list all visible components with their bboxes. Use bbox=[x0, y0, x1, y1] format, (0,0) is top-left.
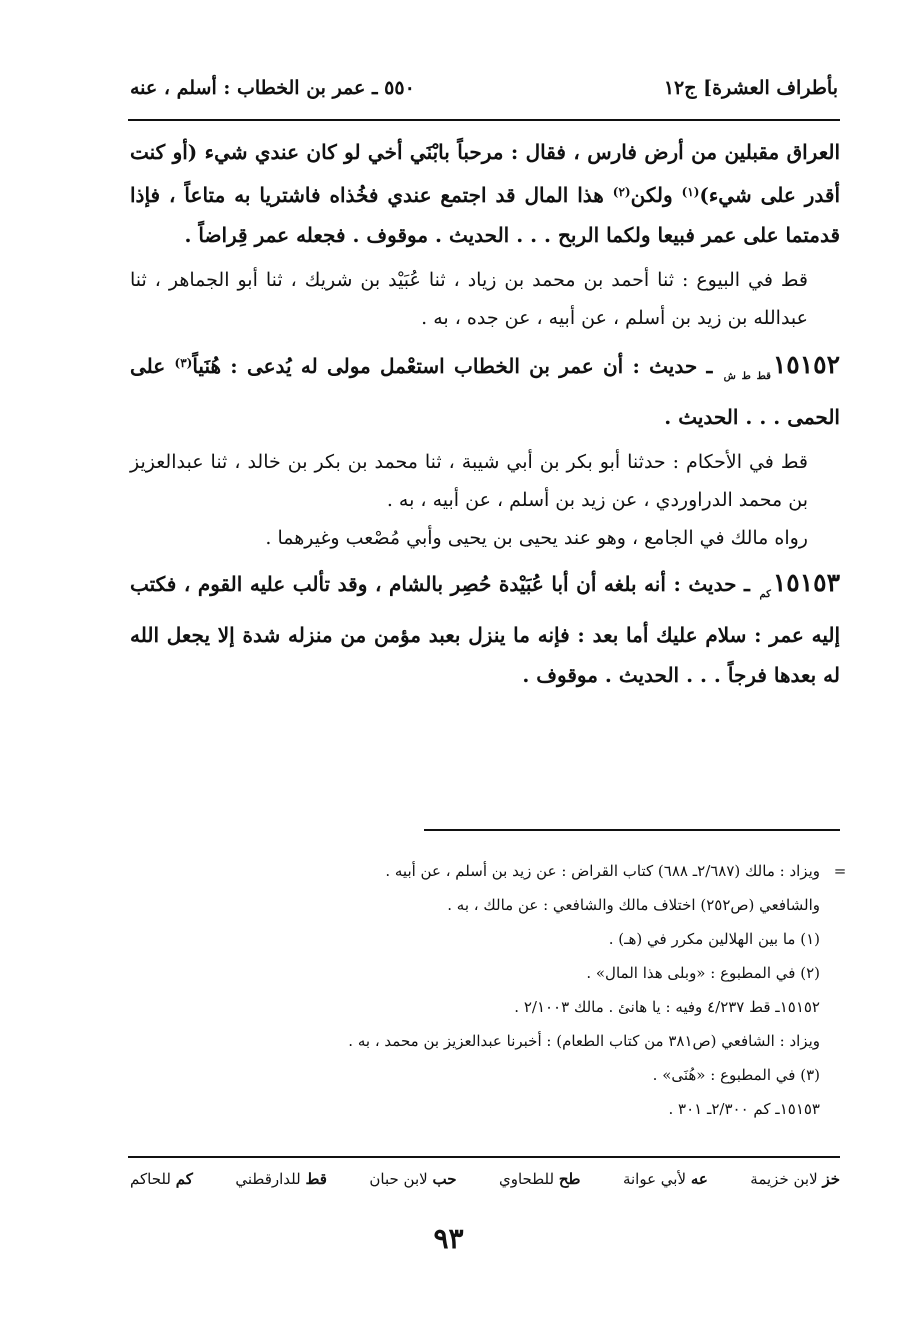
hadith-entry-15152: $١٥١٥٢_{قط ط ش}$ ـ حديث : أن عمر بن الخطاب استعْمل مولى له يُدعى : هُنَياً$^{(٣)}$ على الحمى . . . الحديث . bbox=[130, 350, 841, 429]
legend-item: طح للطحاوي bbox=[498, 1170, 581, 1188]
main-text bbox=[130, 132, 840, 695]
hadith-sigla: كم bbox=[759, 589, 771, 600]
legend-item: حب لابن حبان bbox=[369, 1170, 457, 1188]
header-divider bbox=[128, 119, 840, 121]
legend-item: قط للدارقطني bbox=[235, 1170, 327, 1188]
page-number: ٩٣ bbox=[433, 1222, 464, 1255]
hadith-sigla: قط ط ش bbox=[723, 371, 771, 382]
footnote-divider bbox=[424, 829, 840, 831]
isnad-paragraph-1: قط في البيوع : ثنا أحمد بن محمد بن زياد ، ثنا عُبَيْد بن شريك ، ثنا أبو الجماهر ، ثنا عبدالله بن زيد بن أسلم ، عن أبيه ، عن جده ، به . bbox=[130, 269, 808, 329]
footnote-ref-3: (٣) bbox=[174, 356, 193, 370]
footnotes bbox=[130, 854, 860, 1126]
running-header bbox=[130, 68, 838, 108]
narration-note: رواه مالك في الجامع ، وهو عند يحيى بن يحيى وأبي مُصْعب وغيرهما . bbox=[265, 527, 808, 549]
legend-divider bbox=[128, 1156, 840, 1158]
header-section-title: ٥٥٠ ـ عمر بن الخطاب : أسلم ، عنه bbox=[130, 77, 415, 99]
footnote-line: (٢) في المطبوع : «وبلى هذا المال» . bbox=[586, 964, 820, 982]
hadith-number: ١٥١٥٢ bbox=[772, 350, 841, 379]
legend-item: عه لأبي عوانة bbox=[622, 1170, 708, 1188]
continuation-mark: = bbox=[833, 862, 847, 880]
header-volume-title: بأطراف العشرة] ج١٢ bbox=[663, 77, 838, 99]
footnote-line: (٣) في المطبوع : «هُنَى» . bbox=[652, 1066, 820, 1084]
legend-item: خز لابن خزيمة bbox=[750, 1170, 840, 1188]
footnote-line: ١٥١٥٣ـ كم ٢/٣٠٠ـ ٣٠١ . bbox=[668, 1100, 820, 1118]
hadith-number: ١٥١٥٣ bbox=[772, 568, 840, 597]
footnote-line: ١٥١٥٢ـ قط ٤/٢٣٧ وفيه : يا هانئ . مالك ٢/١٠٠٣ . bbox=[514, 998, 820, 1016]
hadith-continuation: العراق مقبلين من أرض فارس ، فقال : مرحباً بابْنَي أخي لو كان عندي شيء (أو كنت أقدر على شيء)$^{(١)}$ ولكن$^{(٢)}$ هذا المال قد اجتمع عندي فخُذاه فاشتريا به متاعاً ، فإذا قدمتما على عمر فبيعا ولكما الربح . . . الحديث . موقوف . فجعله عمر قِراضاً . bbox=[130, 140, 841, 247]
footnote-line: =ويزاد : مالك (٢/٦٨٧ـ ٦٨٨) كتاب القراض : عن زيد بن أسلم ، عن أبيه . bbox=[130, 854, 860, 888]
footnote-line: (١) ما بين الهلالين مكرر في (هـ) . bbox=[608, 930, 820, 948]
isnad-paragraph-2: قط في الأحكام : حدثنا أبو بكر بن أبي شيبة ، ثنا محمد بن بكر بن خالد ، ثنا عبدالعزيز بن محمد الدراوردي ، عن زيد بن أسلم ، عن أبيه ، به . bbox=[130, 451, 808, 511]
footnote-ref-2: (٢) bbox=[612, 185, 631, 199]
hadith-entry-15153: $١٥١٥٣_{كم}$ ـ حديث : أنه بلغه أن أبا عُبَيْدة حُصِر بالشام ، وقد تألب عليه القوم ، فكتب إليه عمر : سلام عليك أما بعد : فإنه ما ينزل بعبد مؤمن من منزله شدة إلا يجعل الله له بعدها فرجاً . . . الحديث . موقوف . bbox=[130, 568, 840, 687]
footnote-line: ويزاد : الشافعي (ص٣٨١ من كتاب الطعام) : أخبرنا عبدالعزيز بن محمد ، به . bbox=[348, 1032, 820, 1050]
legend-item: كم للحاكم bbox=[130, 1170, 193, 1188]
footnote-ref-1: (١) bbox=[681, 185, 700, 199]
footnote-line: والشافعي (ص٢٥٢) اختلاف مالك والشافعي : عن مالك ، به . bbox=[447, 896, 820, 914]
abbreviation-legend bbox=[130, 1170, 840, 1188]
